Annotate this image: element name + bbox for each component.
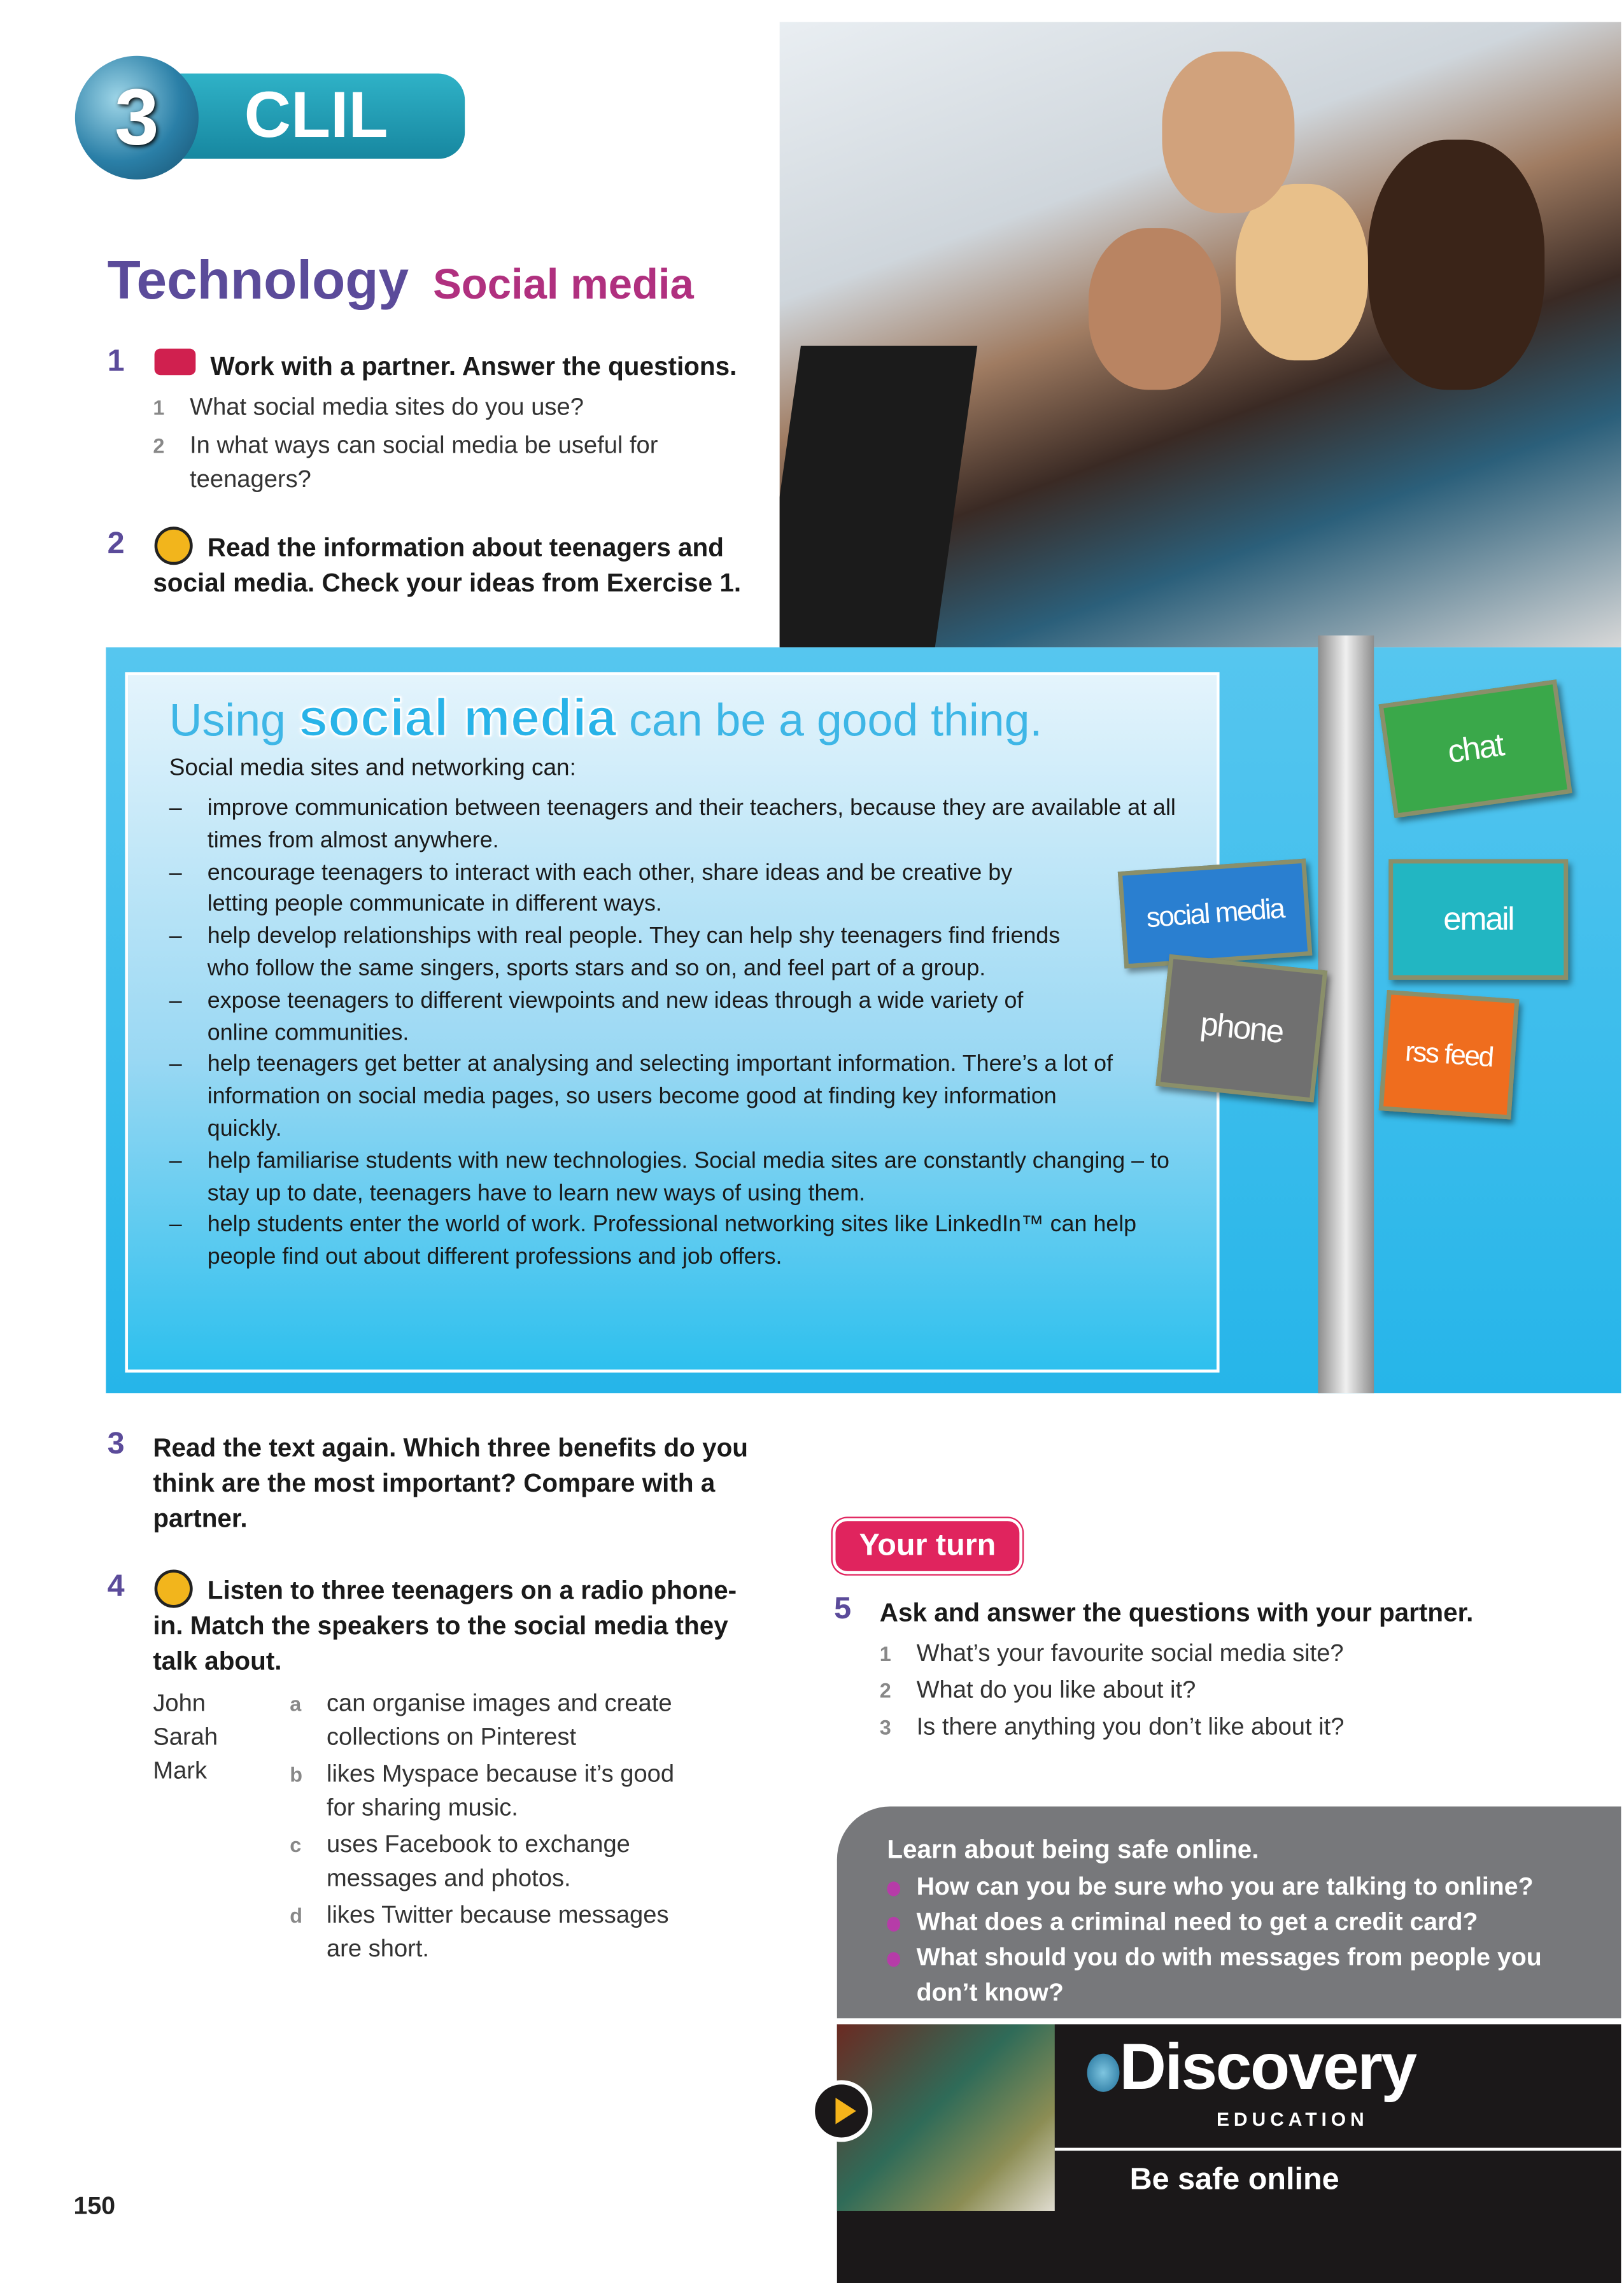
options-list bbox=[290, 1687, 709, 1967]
safe-online-box bbox=[837, 1807, 1621, 2019]
video-title: Be safe online bbox=[1129, 2162, 1339, 2196]
discovery-logo: Discovery bbox=[1119, 2032, 1416, 2104]
speech-bubble-icon bbox=[155, 349, 196, 376]
page-subtitle: Social media bbox=[433, 262, 694, 309]
panel-heading-end: can be a good thing. bbox=[629, 694, 1043, 746]
exercise-number: 4 bbox=[107, 1569, 125, 1604]
signpost-pole bbox=[1318, 635, 1374, 1393]
exercise-number: 1 bbox=[107, 344, 125, 378]
list-item: d likes Twitter because messages are short. bbox=[290, 1902, 669, 1963]
list-item: How can you be sure who you are talking to online? bbox=[887, 1870, 1564, 1905]
list-item: 1 What’s your favourite social media site? bbox=[879, 1640, 1344, 1667]
benefits-list bbox=[169, 793, 1206, 1273]
unit-number: 3 bbox=[115, 73, 159, 162]
exercise-number: 3 bbox=[107, 1427, 125, 1461]
speakers-list bbox=[153, 1687, 218, 1788]
exercise-instruction: Ask and answer the questions with your partner. bbox=[879, 1597, 1474, 1627]
list-item: 1 What social media sites do you use? bbox=[153, 394, 584, 421]
safe-title: Learn about being safe online. bbox=[887, 1834, 1259, 1864]
info-panel bbox=[106, 647, 1621, 1394]
sign-social-media: social media bbox=[1118, 859, 1313, 969]
play-button[interactable] bbox=[810, 2080, 872, 2142]
list-item: What does a criminal need to get a credit card? bbox=[887, 1905, 1564, 1940]
sign-rss-feed: rss feed bbox=[1379, 990, 1520, 1120]
list-item: 2 What do you like about it? bbox=[879, 1677, 1196, 1704]
page-number: 150 bbox=[73, 2191, 116, 2220]
list-item: – encourage teenagers to interact with each other, share ideas and be creative by letting people communicate in different ways. bbox=[169, 857, 1046, 921]
speaker: John bbox=[153, 1690, 206, 1717]
discovery-globe-icon bbox=[1087, 2054, 1120, 2092]
video-panel[interactable] bbox=[837, 2025, 1621, 2283]
panel-heading-highlight: social media bbox=[298, 687, 617, 747]
list-item: c uses Facebook to exchange messages and photos. bbox=[290, 1831, 630, 1892]
sign-email: email bbox=[1388, 859, 1568, 979]
sign-chat: chat bbox=[1379, 679, 1572, 818]
exercise-instruction: Read the information about teenagers and social media. Check your ideas from Exercise 1. bbox=[153, 532, 742, 598]
list-item: 3 Is there anything you don’t like about it? bbox=[879, 1713, 1345, 1741]
teenagers-photo bbox=[780, 22, 1621, 647]
list-item: What should you do with messages from people you don’t know? bbox=[887, 1940, 1564, 2011]
exercise-number: 5 bbox=[834, 1592, 852, 1626]
exercise-instruction: Listen to three teenagers on a radio phone-in. Match the speakers to the social media they talk about. bbox=[153, 1575, 737, 1676]
list-item: – improve communication between teenagers and their teachers, because they are available at all times from almost anywhere. bbox=[169, 793, 1206, 857]
list-item: – expose teenagers to different viewpoints and new ideas through a wide variety of online communities. bbox=[169, 986, 1090, 1050]
sign-phone: phone bbox=[1155, 954, 1327, 1103]
divider bbox=[1055, 2148, 1621, 2151]
info-box bbox=[125, 672, 1219, 1373]
speaker: Mark bbox=[153, 1758, 208, 1785]
safe-questions bbox=[887, 1870, 1564, 2011]
globe-icon bbox=[75, 56, 199, 180]
exercise-instruction: Read the text again. Which three benefits do you think are the most important? Compare with a partner. bbox=[153, 1432, 748, 1533]
play-icon bbox=[835, 2098, 856, 2124]
exercise-instruction: Work with a partner. Answer the questions. bbox=[210, 351, 737, 381]
speaker: Sarah bbox=[153, 1724, 218, 1751]
list-item: – help develop relationships with real people. They can help shy teenagers find friends who follow the same singers, sports stars and so on, and feel part of a group. bbox=[169, 921, 1090, 986]
discovery-logo-sub: EDUCATION bbox=[1216, 2108, 1369, 2130]
panel-intro: Social media sites and networking can: bbox=[169, 756, 576, 781]
page-title: Technology bbox=[107, 250, 409, 311]
list-item: a can organise images and create collections on Pinterest bbox=[290, 1690, 672, 1751]
exercise-number: 2 bbox=[107, 527, 125, 561]
your-turn-badge: Your turn bbox=[833, 1518, 1022, 1574]
list-item: 2 In what ways can social media be useful for teenagers? bbox=[153, 432, 658, 493]
list-item: – help familiarise students with new technologies. Social media sites are constantly changing – to stay up to date, teenagers have to learn new ways of using them. bbox=[169, 1145, 1206, 1210]
panel-heading-start: Using bbox=[169, 694, 286, 746]
list-item: – help students enter the world of work. Professional networking sites like LinkedIn™ can help people find out about different professions and job offers. bbox=[169, 1210, 1178, 1274]
unit-label: CLIL bbox=[244, 79, 388, 152]
list-item: b likes Myspace because it’s good for sharing music. bbox=[290, 1760, 675, 1821]
list-item: – help teenagers get better at analysing and selecting important information. There’s a lot of information on social media pages, so users become good at finding key information quickly. bbox=[169, 1049, 1134, 1145]
